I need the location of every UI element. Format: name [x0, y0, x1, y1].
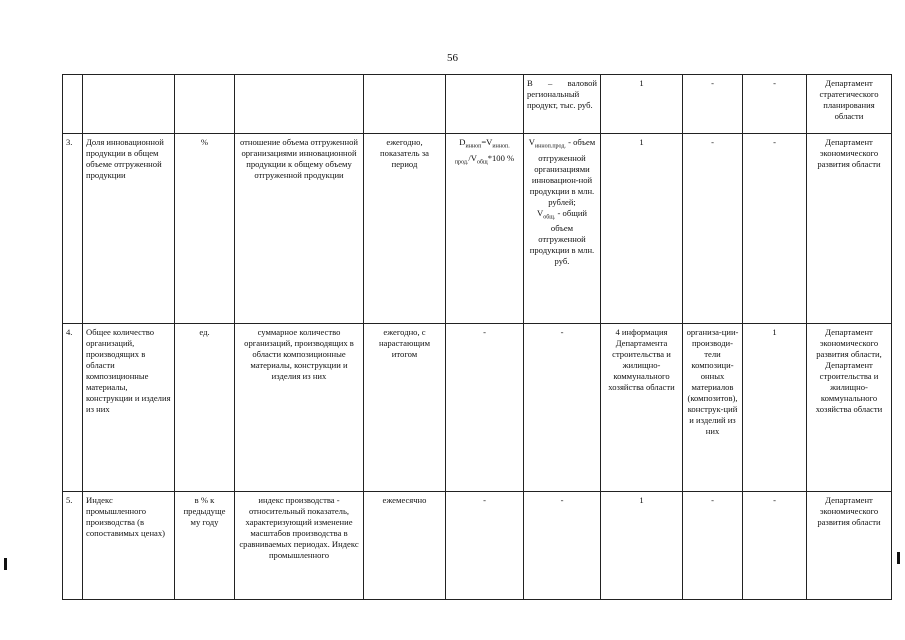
cell-unit	[175, 75, 235, 134]
cell-definition: индекс производства - относительный показатель, характеризующий изменение масштабов производства в сравниваемых периодах. Индекс промышленного	[235, 492, 364, 600]
cell-col10: 1	[743, 324, 807, 492]
formula-tail: *100 %	[487, 152, 515, 163]
cell-name	[83, 75, 175, 134]
var-sub: инноп.прод.	[534, 143, 566, 150]
cell-formula	[446, 75, 524, 134]
cell-frequency	[364, 75, 446, 134]
scan-mark-left	[4, 558, 7, 570]
table-row	[63, 324, 892, 492]
formula-sub: инноп	[465, 143, 482, 150]
cell-col8: 1	[601, 134, 683, 324]
cell-vars: -	[524, 324, 601, 492]
cell-num: 5.	[63, 492, 83, 600]
cell-definition: отношение объема отгруженной организациями инновационной продукции к общему объему отгруженной продукции	[235, 134, 364, 324]
cell-frequency: ежегодно, с нарастающим итогом	[364, 324, 446, 492]
cell-responsible: Департамент экономического развития области	[807, 492, 892, 600]
cell-definition	[235, 75, 364, 134]
var-symbol: V	[536, 207, 544, 218]
cell-frequency: ежемесячно	[364, 492, 446, 600]
scan-mark-right	[897, 552, 900, 564]
cell-unit: ед.	[175, 324, 235, 492]
cell-responsible: Департамент стратегического планирования области	[807, 75, 892, 134]
cell-vars	[524, 134, 601, 324]
cell-col10: -	[743, 492, 807, 600]
formula-symbol: D	[459, 137, 466, 147]
table-row	[63, 492, 892, 600]
cell-vars: -	[524, 492, 601, 600]
formula-eq: =V	[481, 137, 493, 147]
cell-responsible: Департамент экономического развития области	[807, 134, 892, 324]
cell-col8: 4 информация Департамента строительства и жилищно-коммунального хозяйства области	[601, 324, 683, 492]
cell-col8: 1	[601, 75, 683, 134]
cell-unit: в % к предыдуще му году	[175, 492, 235, 600]
cell-num: 4.	[63, 324, 83, 492]
table-row	[63, 134, 892, 324]
var-sub: общ.	[543, 214, 556, 221]
cell-num	[63, 75, 83, 134]
cell-unit: %	[175, 134, 235, 324]
cell-name: Общее количество организаций, производящих в области композиционные материалы, конструкции и изделия из них	[83, 324, 175, 492]
cell-col10: -	[743, 134, 807, 324]
cell-definition: суммарное количество организаций, производящих в области композиционные материалы, конструкции и изделия из них	[235, 324, 364, 492]
formula-sub: общ	[477, 159, 488, 166]
var-text: - общий объем отгруженной продукции в млн. руб.	[529, 207, 595, 267]
formula-div: /V	[468, 152, 477, 163]
cell-responsible: Департамент экономического развития области, Департамент строительства и жилищно-коммунального хозяйства области	[807, 324, 892, 492]
cell-formula	[446, 134, 524, 324]
cell-formula: -	[446, 324, 524, 492]
cell-col10: -	[743, 75, 807, 134]
var-symbol: V	[528, 137, 535, 147]
indicators-table	[62, 74, 892, 600]
cell-vars: В – валовой региональный продукт, тыс. руб.	[524, 75, 601, 134]
cell-name: Индекс промышленного производства (в сопоставимых ценах)	[83, 492, 175, 600]
cell-formula: -	[446, 492, 524, 600]
cell-frequency: ежегодно, показатель за период	[364, 134, 446, 324]
cell-num: 3.	[63, 134, 83, 324]
cell-name: Доля инновационной продукции в общем объеме отгруженной продукции	[83, 134, 175, 324]
cell-col9: -	[683, 134, 743, 324]
page-number: 56	[447, 52, 458, 64]
var-text: - объем отгруженной организациями инновацион-ной продукции в млн. рублей;	[529, 137, 596, 207]
cell-col9: -	[683, 492, 743, 600]
cell-col9: -	[683, 75, 743, 134]
table-row	[63, 75, 892, 134]
formula-sub: инноп. прод.	[454, 143, 510, 166]
cell-col9: организа-ции-производи-тели композици-онных материалов (композитов), конструк-ций и изделий из них	[683, 324, 743, 492]
cell-col8: 1	[601, 492, 683, 600]
